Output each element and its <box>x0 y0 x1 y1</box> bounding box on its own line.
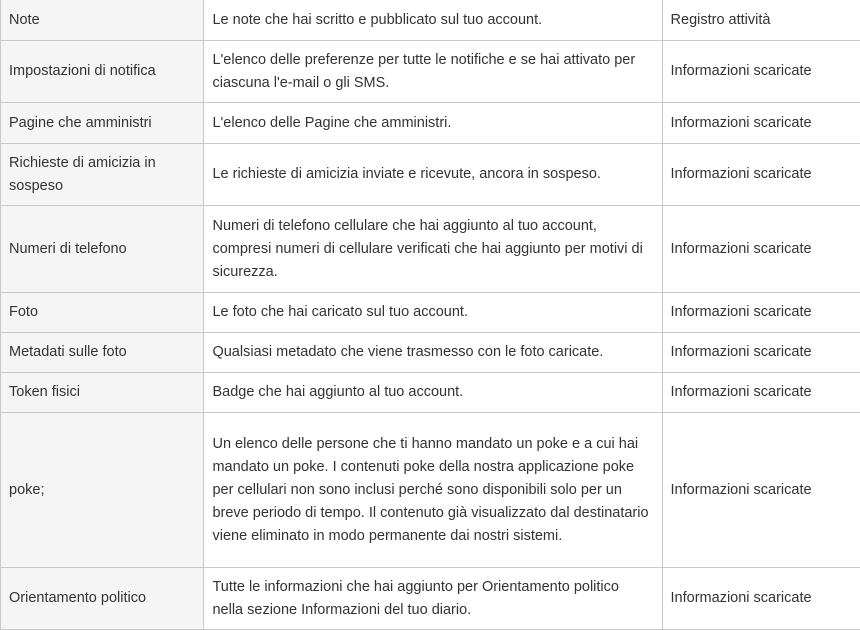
source-cell: Registro attività <box>662 0 860 41</box>
table-row <box>1 413 860 568</box>
source-cell: Informazioni scaricate <box>662 206 860 293</box>
source-cell: Informazioni scaricate <box>662 293 860 333</box>
table-row <box>1 41 860 103</box>
category-cell: Numeri di telefono <box>1 206 204 293</box>
source-cell: Informazioni scaricate <box>662 103 860 144</box>
source-cell: Informazioni scaricate <box>662 413 860 568</box>
table-row <box>1 144 860 206</box>
description-cell: Qualsiasi metadato che viene trasmesso con le foto caricate. <box>204 333 662 373</box>
category-cell: Richieste di amicizia in sospeso <box>1 144 204 206</box>
table-row <box>1 333 860 373</box>
category-cell: Metadati sulle foto <box>1 333 204 373</box>
source-cell: Informazioni scaricate <box>662 144 860 206</box>
category-cell: Token fisici <box>1 373 204 413</box>
category-cell: Note <box>1 0 204 41</box>
category-cell: Foto <box>1 293 204 333</box>
table-row <box>1 206 860 293</box>
category-cell: Impostazioni di notifica <box>1 41 204 103</box>
category-cell: poke; <box>1 413 204 568</box>
description-cell: Numeri di telefono cellulare che hai aggiunto al tuo account, compresi numeri di cellulare verificati che hai aggiunto per motivi di sicurezza. <box>204 206 662 293</box>
category-cell: Orientamento politico <box>1 568 204 630</box>
category-cell: Pagine che amministri <box>1 103 204 144</box>
table-row <box>1 0 860 41</box>
source-cell: Informazioni scaricate <box>662 333 860 373</box>
source-cell: Informazioni scaricate <box>662 373 860 413</box>
source-cell: Informazioni scaricate <box>662 41 860 103</box>
table-row <box>1 373 860 413</box>
description-cell: Le foto che hai caricato sul tuo account. <box>204 293 662 333</box>
description-cell: L'elenco delle preferenze per tutte le notifiche e se hai attivato per ciascuna l'e-mail o gli SMS. <box>204 41 662 103</box>
description-cell: Le richieste di amicizia inviate e ricevute, ancora in sospeso. <box>204 144 662 206</box>
table-row <box>1 568 860 630</box>
description-cell: Badge che hai aggiunto al tuo account. <box>204 373 662 413</box>
description-cell: Un elenco delle persone che ti hanno mandato un poke e a cui hai mandato un poke. I contenuti poke della nostra applicazione poke per cellulari non sono inclusi perché sono disponibili solo per un breve periodo di tempo. Il contenuto già visualizzato dal destinatario viene eliminato in modo permanente dai nostri sistemi. <box>204 413 662 568</box>
source-cell: Informazioni scaricate <box>662 568 860 630</box>
table-row <box>1 103 860 144</box>
description-cell: Tutte le informazioni che hai aggiunto per Orientamento politico nella sezione Informazioni del tuo diario. <box>204 568 662 630</box>
description-cell: Le note che hai scritto e pubblicato sul tuo account. <box>204 0 662 41</box>
description-cell: L'elenco delle Pagine che amministri. <box>204 103 662 144</box>
table-row <box>1 293 860 333</box>
